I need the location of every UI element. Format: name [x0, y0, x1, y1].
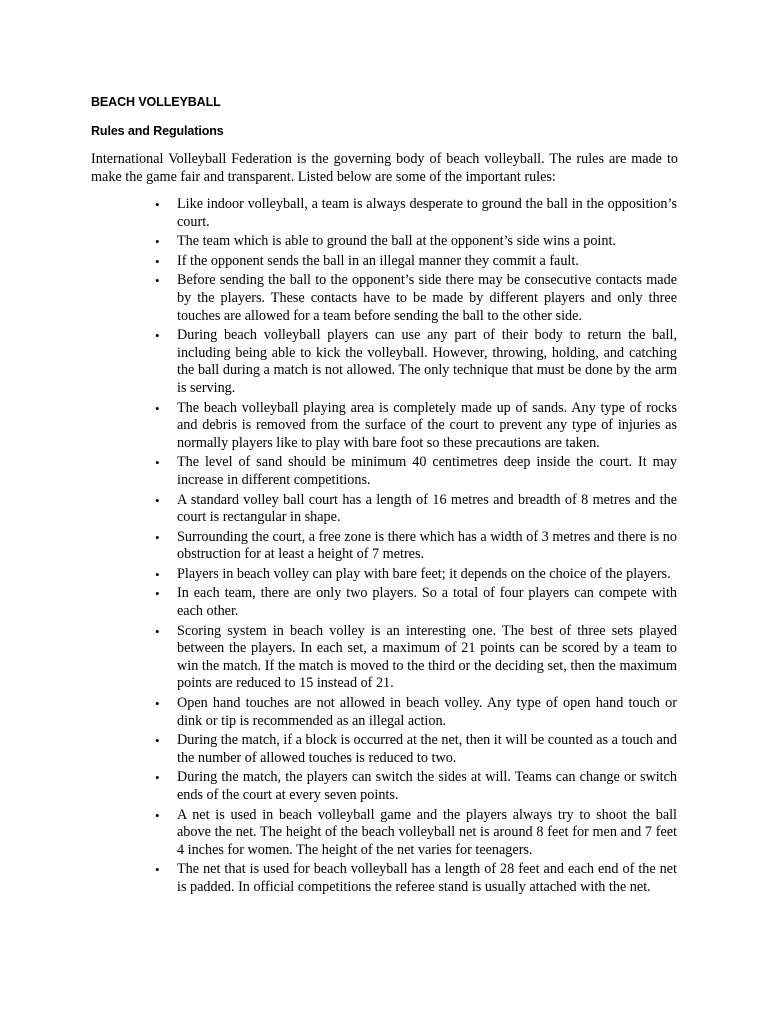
- rule-item: [155, 399, 677, 453]
- rule-item: [155, 622, 677, 693]
- bullet-icon: •: [155, 197, 160, 212]
- rule-item: [155, 861, 677, 896]
- bullet-icon: •: [155, 328, 160, 344]
- rule-item: [155, 233, 677, 251]
- bullet-icon: •: [155, 492, 160, 508]
- bullet-icon: •: [155, 234, 160, 250]
- bullet-icon: •: [155, 696, 160, 712]
- rule-text: Players in beach volley can play with bare feet; it depends on the choice of the players.: [177, 565, 671, 582]
- rule-text: Scoring system in beach volley is an interesting one. The best of three sets played between the players. In each set, a maximum of 21 points can be scored by a team to win the match. If the match is moved to the third or the deciding set, then the maximum points are reduced to 15 instead of 21.: [177, 622, 677, 692]
- rule-text: During the match, if a block is occurred at the net, then it will be counted as a touch and the number of allowed touches is reduced to two.: [177, 732, 677, 766]
- rule-text: Open hand touches are not allowed in beach volley. Any type of open hand touch or dink or tip is recommended as an illegal action.: [177, 695, 677, 729]
- document-title: BEACH VOLLEYBALL: [91, 95, 221, 109]
- rule-text: If the opponent sends the ball in an illegal manner they commit a fault.: [177, 252, 579, 269]
- rule-item: [155, 565, 677, 584]
- bullet-icon: •: [155, 623, 160, 639]
- rule-text: Like indoor volleyball, a team is always desperate to ground the ball in the opposition’s court.: [177, 196, 677, 230]
- bullet-icon: •: [155, 273, 160, 289]
- bullet-icon: •: [155, 529, 160, 545]
- rule-item: [155, 491, 677, 527]
- intro-paragraph: International Volleyball Federation is the governing body of beach volleyball. The rules are made to make the game fair and transparent. Listed below are some of the important rules:: [91, 151, 678, 185]
- rule-text: During the match, the players can switch the sides at will. Teams can change or switch ends of the court at every seven points.: [177, 769, 677, 803]
- rule-item: [155, 695, 677, 730]
- rule-text: A net is used in beach volleyball game and the players always try to shoot the ball above the net. The height of the beach volleyball net is around 8 feet for men and 7 feet 4 inches for women. The height of the net varies for teenagers.: [177, 806, 677, 858]
- rule-text: The team which is able to ground the ball at the opponent’s side wins a point.: [177, 233, 616, 250]
- rule-text: During beach volleyball players can use any part of their body to return the ball, including being able to kick the volleyball. However, throwing, holding, and catching the ball during a match is not allowed. The only technique that must be done by the arm is serving.: [177, 327, 677, 396]
- bullet-icon: •: [155, 733, 160, 749]
- bullet-icon: •: [155, 400, 160, 416]
- bullet-icon: •: [155, 862, 160, 878]
- rule-text: A standard volley ball court has a length of 16 metres and breadth of 8 metres and the court is rectangular in shape.: [177, 491, 677, 526]
- bullet-icon: •: [155, 455, 160, 471]
- rule-item: [155, 272, 677, 325]
- rule-item: [155, 196, 677, 231]
- rule-item: [155, 806, 677, 860]
- rule-item: [155, 769, 677, 804]
- bullet-icon: •: [155, 586, 160, 602]
- rule-text: Surrounding the court, a free zone is there which has a width of 3 metres and there is no obstruction for at least a height of 7 metres.: [177, 528, 677, 563]
- bullet-icon: •: [155, 770, 160, 786]
- rule-item: [155, 454, 677, 489]
- rule-text: The beach volleyball playing area is completely made up of sands. Any type of rocks and debris is removed from the surface of the court to prevent any type of injuries as normally players like to play with bare foot so these precautions are taken.: [177, 399, 677, 451]
- bullet-icon: •: [155, 807, 160, 823]
- rule-text: In each team, there are only two players. So a total of four players can compete with each other.: [177, 585, 677, 620]
- rule-item: [155, 528, 677, 564]
- rule-text: Before sending the ball to the opponent’s side there may be consecutive contacts made by the players. These contacts have to be made by different players and only three touches are allowed for a team before sending the ball to the other side.: [177, 272, 677, 324]
- bullet-icon: •: [155, 566, 160, 582]
- rule-item: [155, 732, 677, 767]
- rule-item: [155, 585, 677, 620]
- rules-list: [0, 196, 768, 899]
- rule-item: [155, 252, 677, 271]
- section-heading: Rules and Regulations: [91, 124, 224, 138]
- bullet-icon: •: [155, 253, 160, 269]
- rule-text: The net that is used for beach volleyball has a length of 28 feet and each end of the net is padded. In official competitions the referee stand is usually attached with the net.: [177, 861, 677, 895]
- rule-text: The level of sand should be minimum 40 centimetres deep inside the court. It may increase in different competitions.: [177, 454, 677, 488]
- rule-item: [155, 327, 677, 397]
